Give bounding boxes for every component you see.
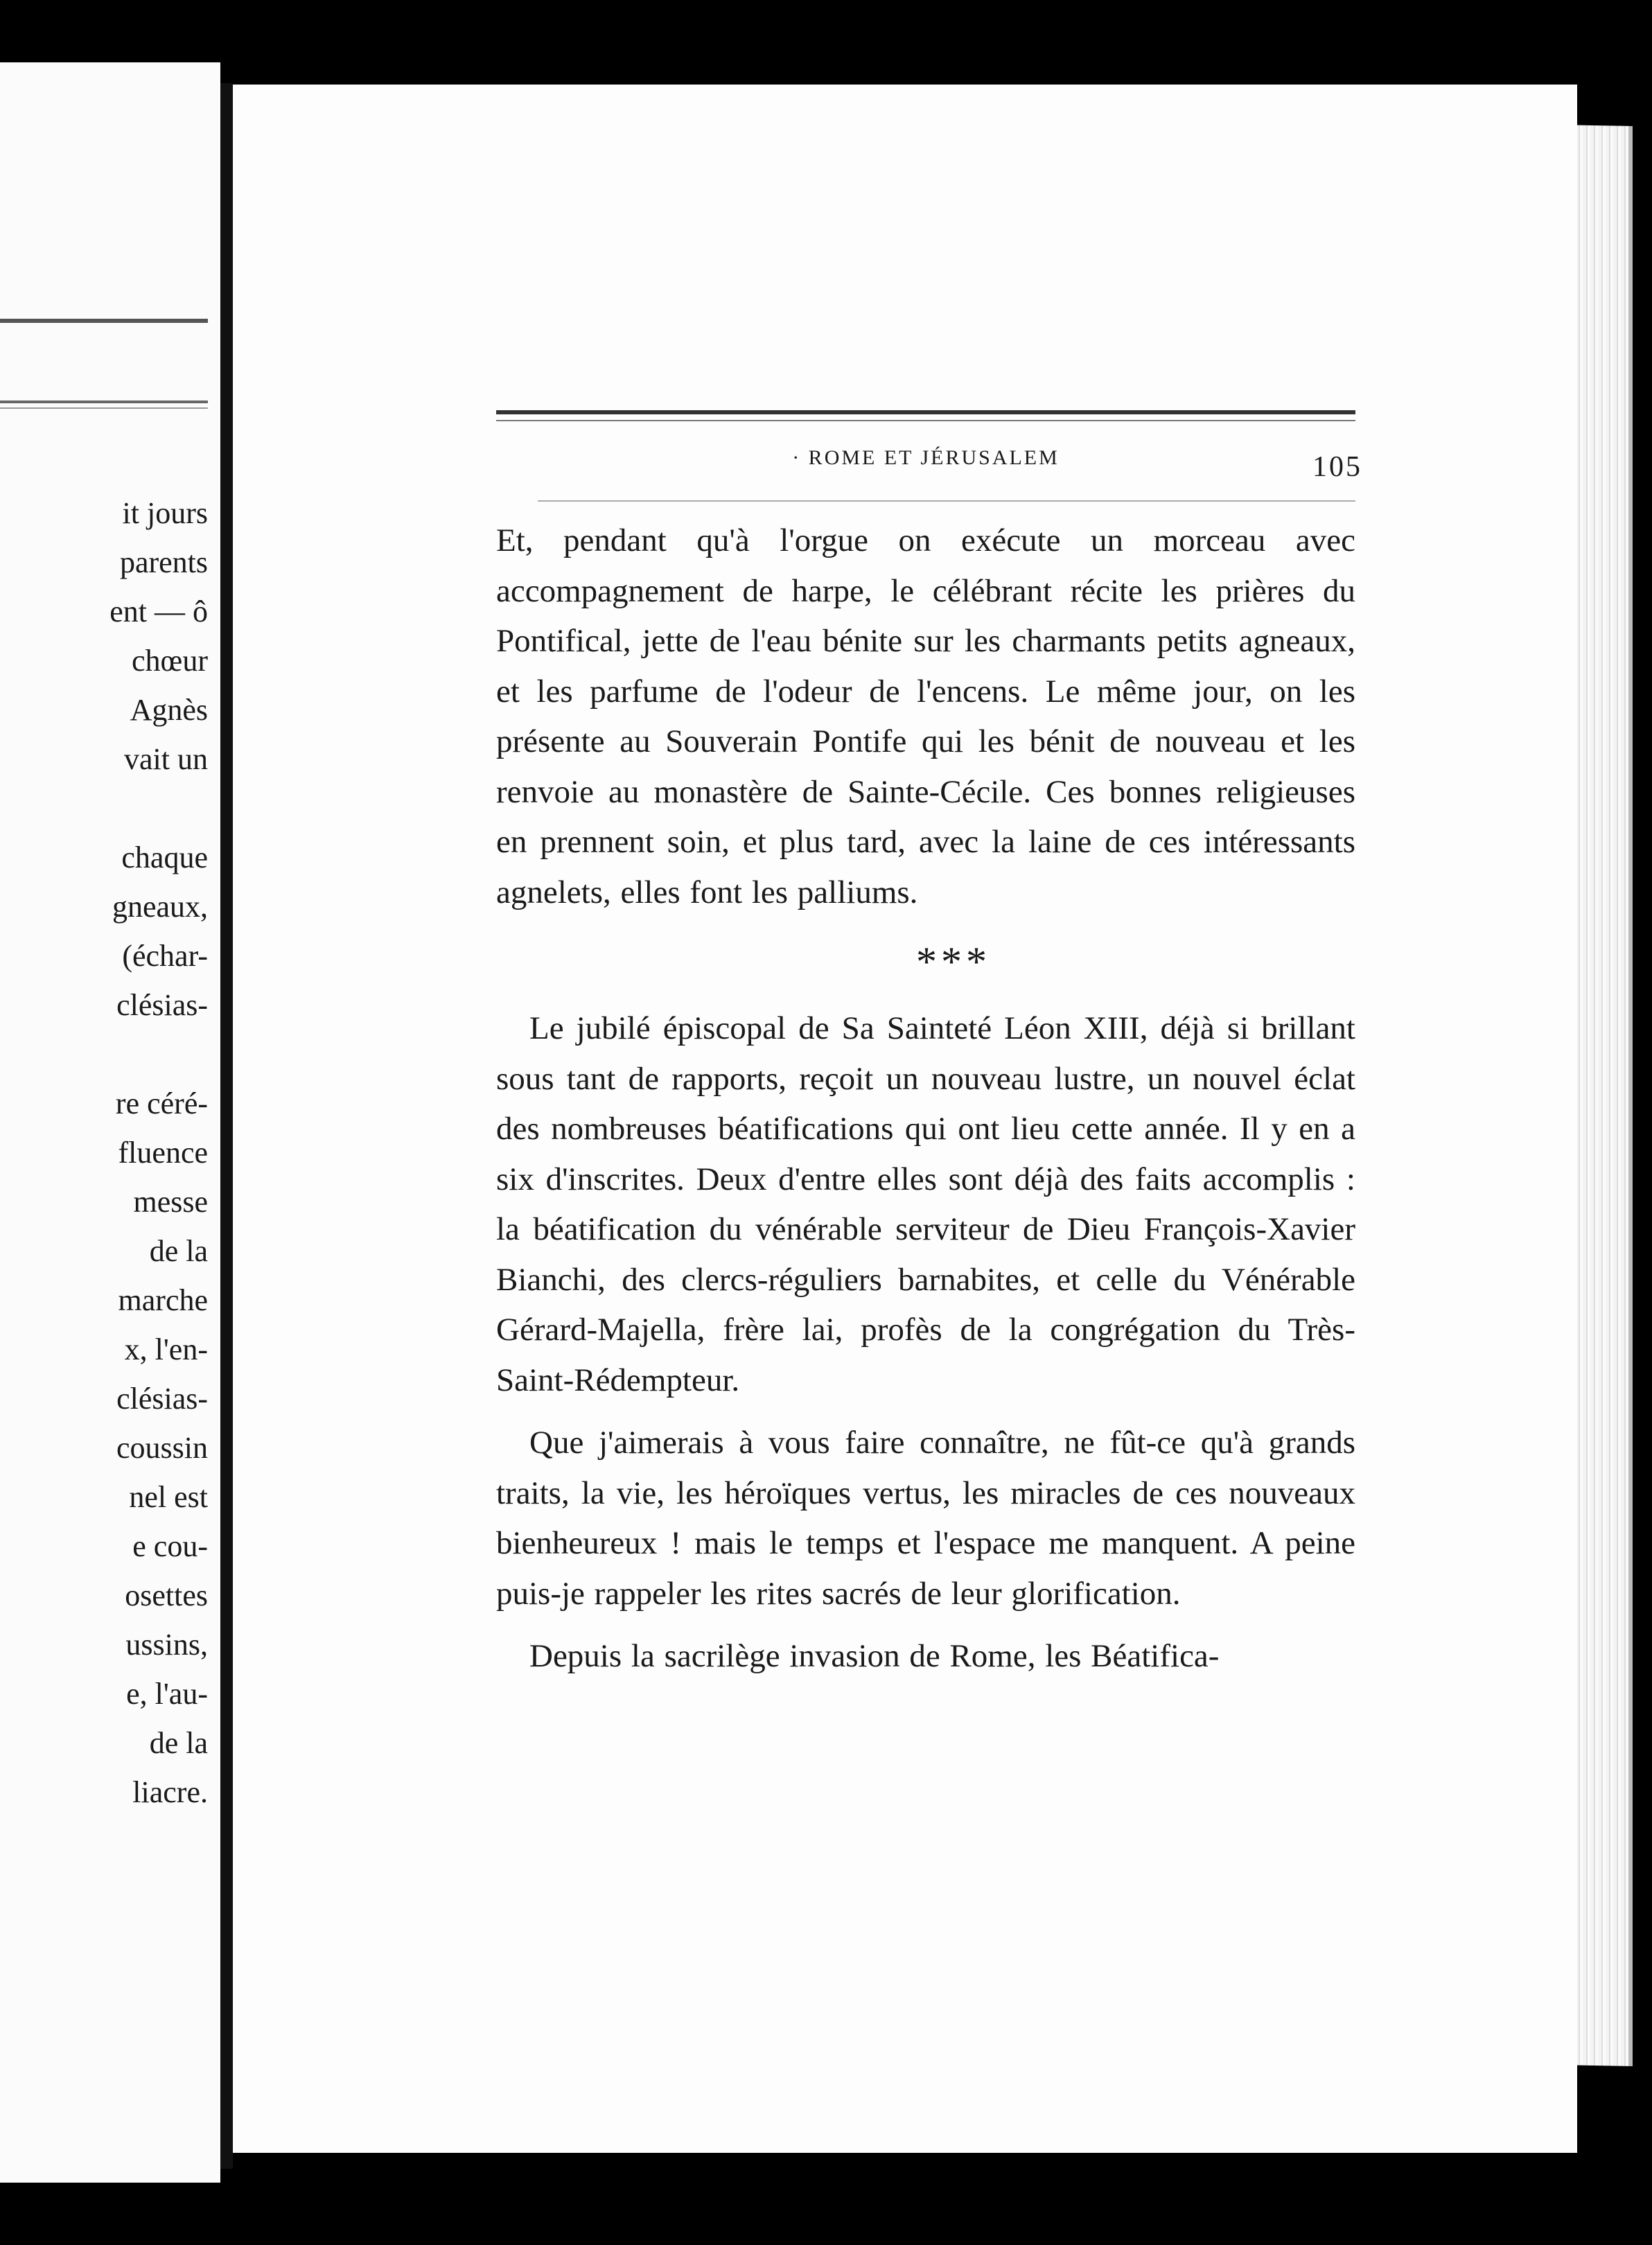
left-page-line [0,784,208,833]
left-page-line: x, l'en- [124,1332,208,1366]
header-rule-thin [496,420,1355,421]
left-page [0,62,220,2183]
left-page-line: marche [118,1283,208,1317]
left-page-line: liacre. [132,1775,208,1809]
left-page-line: re céré- [115,1086,208,1120]
left-page-line: e, l'au- [126,1677,208,1711]
running-head-title: · ROME ET JÉRUSALEM [792,446,1060,469]
body-text [496,516,1355,1682]
left-page-text [0,488,208,1817]
left-page-line: (échar- [122,939,208,973]
left-page-line: fluence [118,1136,208,1170]
left-page-line: clésias- [116,988,208,1022]
left-page-line: vait un [124,742,208,776]
left-page-line: nel est [129,1480,208,1514]
paragraph-4: Depuis la sacrilège invasion de Rome, les Béatifica- [529,1638,1220,1674]
left-page-line: it jours [122,496,208,530]
page-content [496,410,1362,1682]
page-number: 105 [1312,451,1362,483]
running-head [496,446,1362,495]
left-page-line: messe [133,1185,208,1219]
right-page [233,85,1577,2153]
left-page-line: chaque [121,840,208,874]
left-page-line: e cou- [132,1529,208,1563]
header-rule [496,410,1355,414]
left-page-line: ussins, [125,1628,208,1662]
left-page-line: chœur [132,644,208,678]
paragraph-2: Le jubilé épiscopal de Sa Sainteté Léon XIII, déjà si brillant sous tant de rapports, reçoit un nouveau lustre, un nouvel éclat des nombreuses béatifications qui ont lieu cette année. Il y en a six d'inscrites. Deux d'entre elles sont déjà des faits accomplis : la béatification du vénérable serviteur de Dieu François-Xavier Bianchi, des clercs-réguliers barnabites, et celle du Vénérable Gérard-Majella, frère lai, profès de la congrégation du Très-Saint-Rédempteur. [496,1010,1355,1398]
left-page-line: de la [149,1726,208,1760]
left-page-line: parents [119,545,208,579]
left-page-line: gneaux, [112,890,208,924]
header-underline [538,500,1355,502]
book-gutter [220,83,233,2169]
asterism: *** [916,939,991,985]
left-page-line: de la [149,1234,208,1268]
left-page-line: ent — ô [109,595,208,628]
left-page-line: Agnès [130,693,208,727]
left-header-rules [0,319,208,409]
left-page-line: osettes [125,1578,208,1612]
left-page-line: coussin [116,1431,208,1465]
paragraph-1: Et, pendant qu'à l'orgue on exécute un morceau avec accompagnement de harpe, le célébrant récite les prières du Pontifical, jette de l'eau bénite sur les charmants petits agneaux, et les parfume de l'odeur de l'encens. Le même jour, on les présente au Souverain Pontife qui les bénit de nouveau et les renvoie au monastère de Sainte-Cécile. Ces bonnes religieuses en prennent soin, et plus tard, avec la laine de ces intéressants agnelets, elles font les palliums. [496,522,1355,910]
left-page-line: clésias- [116,1382,208,1416]
paragraph-3: Que j'aimerais à vous faire connaître, ne fût-ce qu'à grands traits, la vie, les héroïques vertus, les miracles de ces nouveaux bienheureux ! mais le temps et l'espace me manquent. A peine puis-je rappeler les rites sacrés de leur glorification. [496,1425,1355,1612]
left-page-line [0,1030,208,1079]
